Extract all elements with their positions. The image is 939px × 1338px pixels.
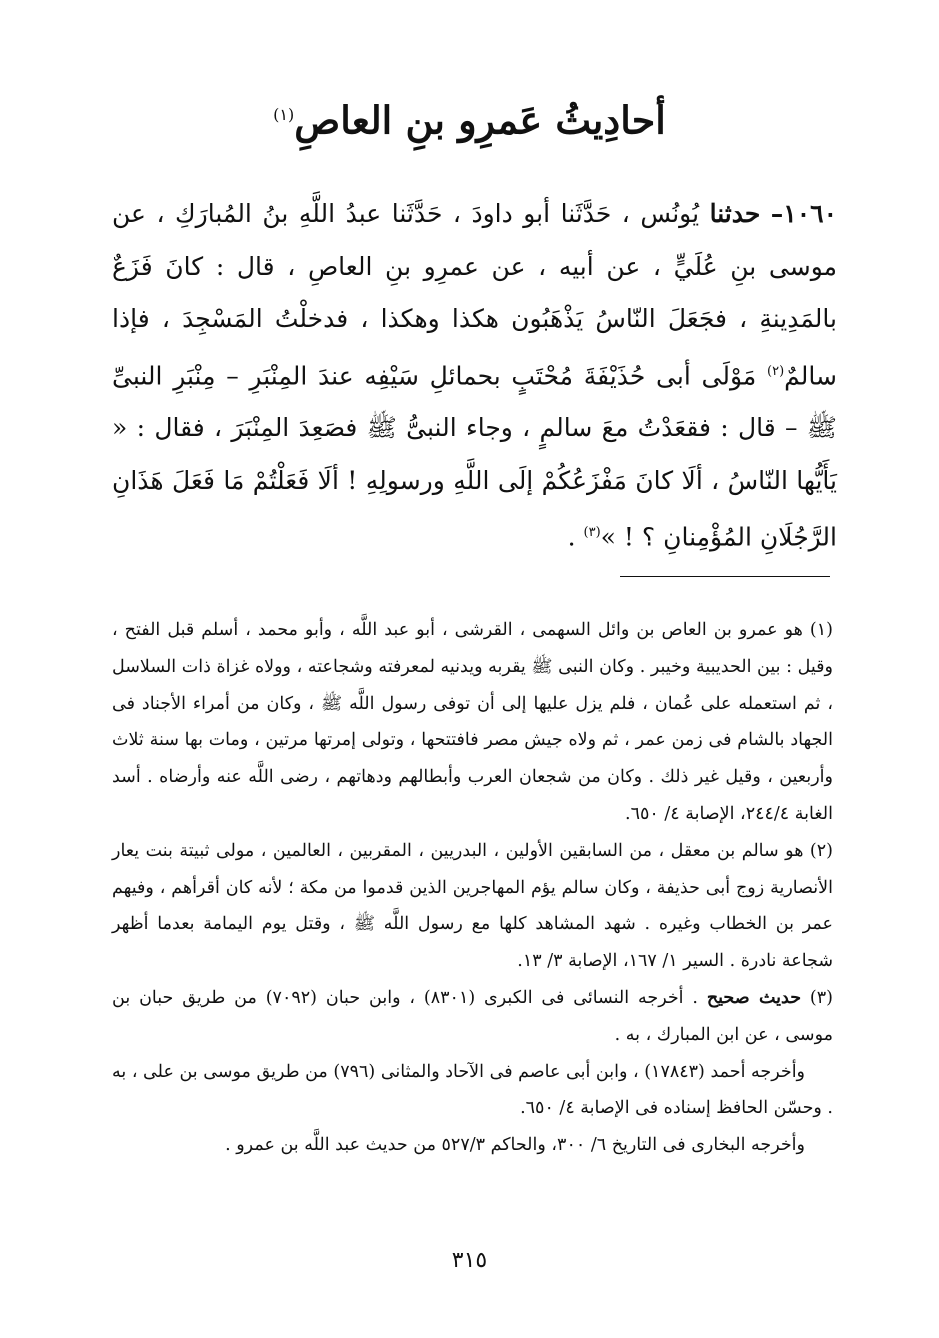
footnote-ref-2: (٢) — [767, 363, 785, 379]
hadith-end-mark: . — [567, 522, 584, 552]
hadith-paragraph — [112, 188, 837, 564]
footnote-2-text: هو سالم بن معقل ، من السابقين الأولين ، البدريين ، المقربين ، العالمين ، مولى ثبيتة بنت يعار الأنصارية زوج أبى حذيفة ، وكان سالم يؤم المهاجرين الذين قدموا من مكة ؛ لأنه كان أقرأهم ، وفيهم عمر بن الخطاب وغيره . شهد المشاهد كلها مع رسول اللَّه ﷺ ، وقتل يوم اليمامة بعدما أظهر شجاعة نادرة . السير ١/ ١٦٧، الإصابة ٣/ ١٣. — [112, 840, 833, 972]
footnote-1-text: هو عمرو بن العاص بن وائل السهمى ، القرشى ، أبو عبد اللَّه ، وأبو محمد ، أسلم قبل الفتح ، وقيل : بين الحديبية وخيبر . وكان النبى ﷺ يقربه ويدنيه لمعرفته وشجاعته ، وولاه غزاة ذات السلاسل ، ثم استعمله على عُمان ، فلم يزل عليها إلى أن توفى رسول اللَّه ﷺ ، وكان من أمراء الأجناد فى الجهاد بالشام فى زمن عمر ، ثم ولاه جيش مصر فافتتحها ، وتولى إمرتها مرتين ، ومات بها سنة ثلاث وأربعين ، وقيل غير ذلك . وكان من شجعان العرب وأبطالهم ودهاتهم ، رضى اللَّه عنه وأرضاه . أسد الغابة ٢٤٤/٤، الإصابة ٤/ ٦٥٠. — [112, 620, 834, 824]
hadith-chain-lead: حدثنا — [709, 199, 761, 228]
title-footnote-ref: (١) — [273, 105, 295, 124]
hadith-number: ١٠٦٠– — [770, 199, 838, 228]
footnote-2-mark: (٢) — [809, 840, 833, 861]
footnote-2 — [112, 833, 833, 980]
footnote-1 — [112, 612, 833, 833]
footnote-3-grade: حديث صحيح — [706, 987, 802, 1008]
footnote-3-paragraph-3: وأخرجه البخارى فى التاريخ ٦/ ٣٠٠، والحاكم ٥٢٧/٣ من حديث عبد اللَّه بن عمرو . — [225, 1135, 805, 1156]
footnote-3-paragraph-2: وأخرجه أحمد (١٧٨٤٣) ، وابن أبى عاصم فى الآحاد والمثانى (٧٩٦) من طريق موسى بن على ، به . وحسّن الحافظ إسناده فى الإصابة ٤/ ٦٥٠. — [112, 1061, 833, 1119]
footnote-3-text: . أخرجه النسائى فى الكبرى (٨٣٠١) ، وابن حبان (٧٠٩٢) من طريق حبان بن موسى ، عن ابن المبارك ، به . — [112, 987, 833, 1045]
page-number: ٣١٥ — [451, 1248, 488, 1273]
footnote-ref-3: (٣) — [583, 525, 601, 541]
footnote-3 — [112, 980, 833, 1054]
footnote-divider — [620, 576, 830, 577]
chapter-title — [120, 88, 819, 148]
hadith-text-part1: يُونُس ، حَدَّثَنا أبو داودَ ، حَدَّثَنا عبدُ اللَّهِ بنُ المُبارَكِ ، عن موسى بنِ عُلَيٍّ ، عن أبيه ، عن عمرِو بنِ العاصِ ، قال : كانَ فَزَعٌ بالمَدِينةِ ، فجَعَلَ النّاسُ يَذْهَبُون هكذا وهكذا ، فدخلْتُ المَسْجِدَ ، فإذا سالمٌ — [112, 199, 837, 390]
footnote-3-mark: (٣) — [809, 987, 833, 1008]
chapter-title-text: أحادِيثُ عَمرِو بنِ العاصِ — [294, 97, 666, 143]
footnotes — [112, 612, 833, 1164]
footnote-1-mark: (١) — [809, 620, 833, 640]
hadith-text-part2: مَوْلَى أبى حُذَيْفَةَ مُحْتَبٍ بحمائلِ سَيْفِه عندَ المِنْبَرِ – مِنْبَرِ النبىِّ ﷺ – قال : فقعَدْتُ معَ سالمٍ ، وجاء النبىُّ ﷺ فصَعِدَ المِنْبَرَ ، فقال : « يَأَيُّها النّاسُ ، ألَا كانَ مَفْزَعُكُمْ إلَى اللَّهِ ورسولِهِ ! ألَا فَعَلْتُمْ مَا فَعَلَ هَذَانِ الرَّجُلَانِ المُؤْمِنانِ ؟ ! » — [112, 360, 837, 552]
hadith-body — [112, 188, 837, 564]
